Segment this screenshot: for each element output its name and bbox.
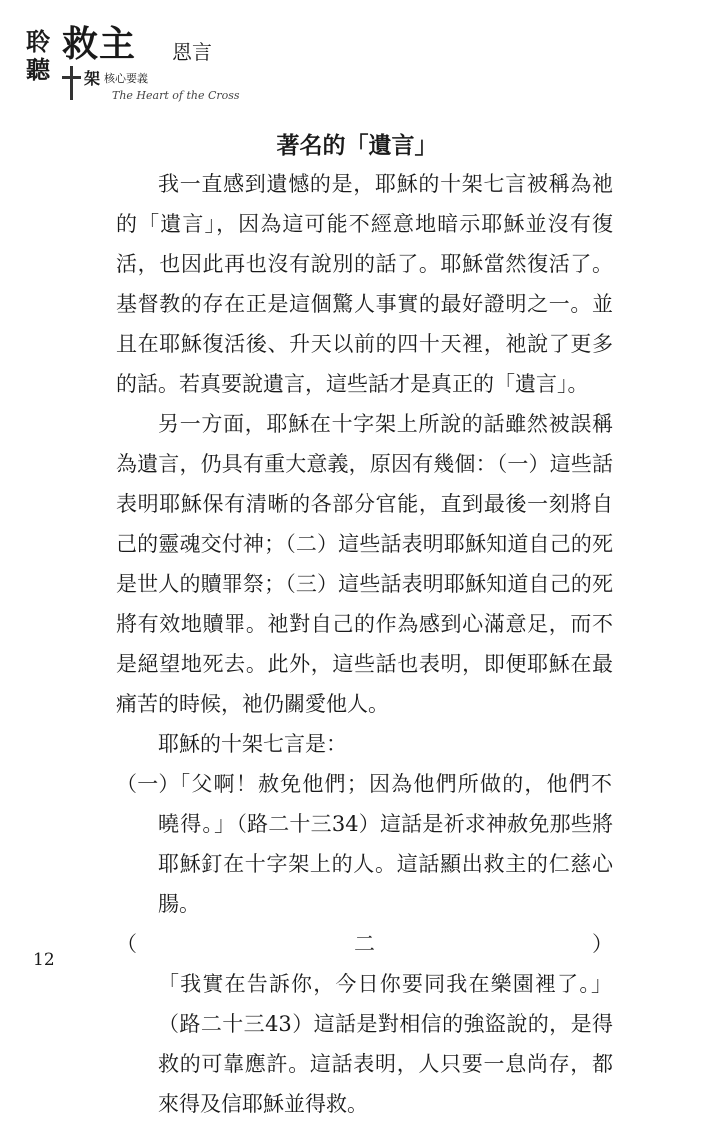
paragraph-3: 耶穌的十架七言是： xyxy=(158,732,347,756)
header-subtitle: 核心要義 xyxy=(104,72,148,85)
cross-icon xyxy=(60,66,84,100)
body-text xyxy=(116,164,613,1124)
section-title: 著名的「遺言」 xyxy=(276,132,438,159)
page-number: 12 xyxy=(33,950,55,970)
saying-2-quote: 「我實在告訴你，今日你要同我在樂園裡了。」 xyxy=(158,972,613,996)
header-savior-text: 救主 xyxy=(62,23,137,65)
saying-2-label: （二） xyxy=(116,932,613,956)
header-listen-text: 聆聽 xyxy=(26,27,50,84)
header-english-title: The Heart of the Cross xyxy=(112,89,240,102)
saying-2-commentary: （路二十三43）這話是對相信的強盜說的，是得救的可靠應許。這話表明，人只要一息尚存，都來得及信耶穌並得救。 xyxy=(158,1012,613,1116)
saying-1-commentary: （路二十三34）這話是祈求神赦免那些將耶穌釘在十字架上的人。這話顯出救主的仁慈心腸。 xyxy=(158,812,613,916)
header-cross-char: 架 xyxy=(84,69,101,88)
saying-1-label: （一） xyxy=(116,772,180,796)
paragraph-2: 另一方面，耶穌在十字架上所說的話雖然被誤稱為遺言，仍具有重大意義，原因有幾個：（一）這些話表明耶穌保有清晰的各部分官能，直到最後一刻將自己的靈魂交付神；（二）這些話表明耶穌知道自己的死是世人的贖罪祭；（三）這些話表明耶穌知道自己的死將有效地贖罪。祂對自己的作為感到心滿意足，而不是絕望地死去。此外，這些話也表明，即便耶穌在最痛苦的時候，祂仍關愛他人。 xyxy=(116,412,613,716)
header-grace-words-text: 恩言 xyxy=(172,40,212,64)
paragraph-1: 我一直感到遺憾的是，耶穌的十架七言被稱為祂的「遺言」，因為這可能不經意地暗示耶穌並沒有復活，也因此再也沒有說別的話了。耶穌當然復活了。基督教的存在正是這個驚人事實的最好證明之一。並且在耶穌復活後、升天以前的四十天裡，祂說了更多的話。若真要說遺言，這些話才是真正的「遺言」。 xyxy=(116,172,613,396)
saying-item-2 xyxy=(116,924,613,1124)
saying-1-quote: 「父啊！赦免他們；因為他們所做的，他們不曉得。」 xyxy=(158,772,614,836)
book-header-logo xyxy=(26,22,246,104)
saying-item-1 xyxy=(116,764,613,924)
